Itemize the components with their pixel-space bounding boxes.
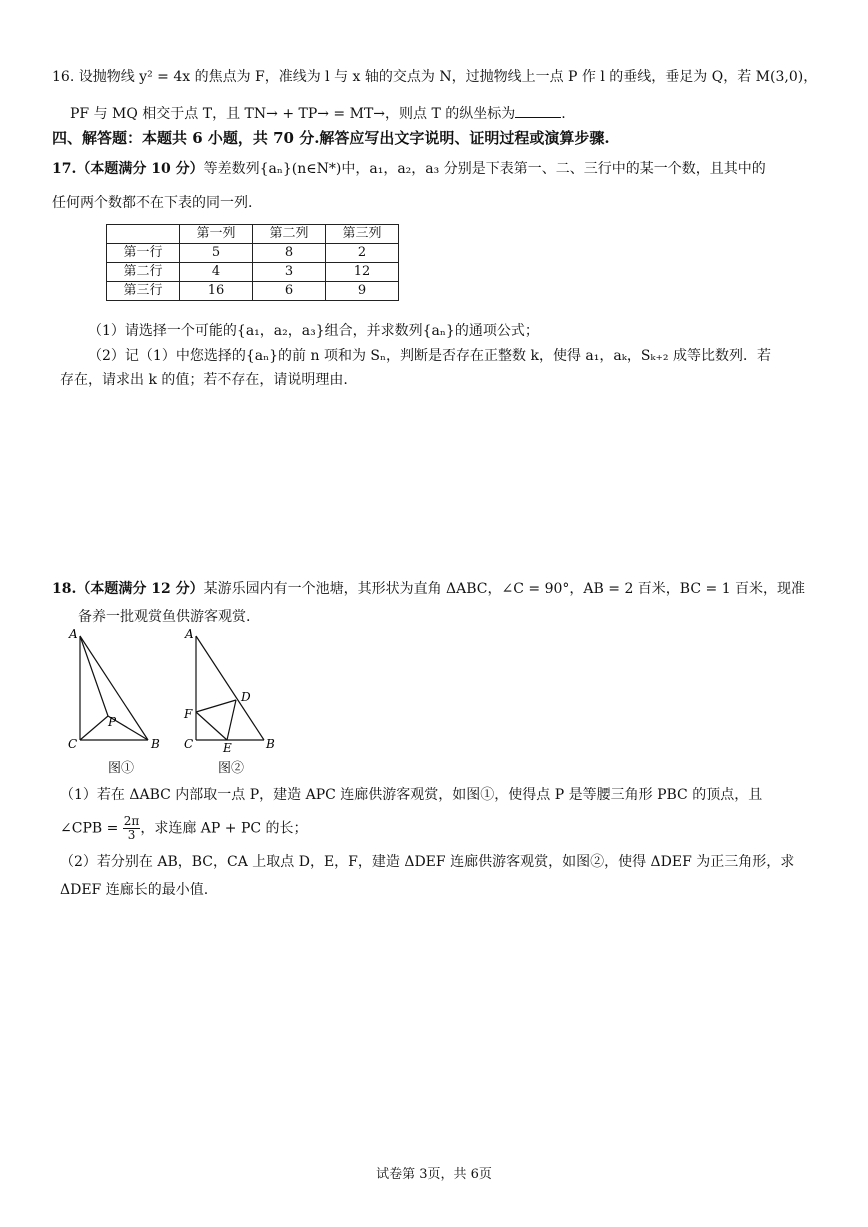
q18-sub1b-pre: ∠CPB =: [60, 820, 119, 837]
fig2-label-b: B: [266, 737, 275, 751]
q18-head: 18.（本题满分 12 分）: [52, 581, 204, 597]
fig1-label-b: B: [151, 737, 160, 751]
q18-line2: 备养一批观赏鱼供游客观赏.: [78, 609, 251, 625]
q18-sub2a: （2）若分别在 AB，BC，CA 上取点 D，E，F，建造 ΔDEF 连廊供游客观赏，如图②，使得 ΔDEF 为正三角形，求: [60, 854, 795, 870]
q17-sub2b: 存在，请求出 k 的值；若不存在，请说明理由.: [60, 372, 348, 388]
figure-1-caption: 图①: [108, 761, 135, 776]
section-heading: 四、解答题：本题共 6 小题，共 70 分.解答应写出文字说明、证明过程或演算步骤.: [52, 129, 610, 147]
figure-2-caption: 图②: [218, 761, 245, 776]
q17-line1: [52, 156, 852, 183]
fig1-label-p: P: [108, 715, 117, 729]
figure-2: [180, 626, 280, 754]
fig1-label-a: A: [69, 627, 78, 641]
q17-sub1: （1）请选择一个可能的{a₁，a₂，a₃}组合，并求数列{aₙ}的通项公式；: [88, 323, 539, 339]
table-row: [107, 282, 399, 301]
table-row: [107, 244, 399, 263]
q17-sub2a: （2）记（1）中您选择的{aₙ}的前 n 项和为 Sₙ，判断是否存在正整数 k，使得 a₁，aₖ，Sₖ₊₂ 成等比数列．若: [88, 348, 771, 364]
table-cell: [107, 225, 180, 244]
q17-text: 等差数列{aₙ}(n∈N*)中，a₁，a₂，a₃ 分别是下表第一、二、三行中的某一个数，且其中的: [203, 161, 766, 177]
fraction-denominator: 3: [127, 828, 136, 843]
fig1-label-c: C: [68, 737, 78, 751]
answer-blank: [515, 105, 561, 118]
table-cell: 第三列: [326, 225, 399, 244]
table-cell: 16: [180, 282, 253, 301]
q18-sub1b-post: ，求连廊 AP + PC 的长；: [140, 820, 308, 837]
q17-head: 17.（本题满分 10 分）: [52, 161, 204, 177]
table-cell: 6: [253, 282, 326, 301]
table-cell: 12: [326, 263, 399, 282]
q18-line1: [52, 576, 852, 603]
page-footer: 试卷第 3页，共 6页: [376, 1167, 492, 1182]
q18-sub1b: [60, 815, 840, 842]
table-cell: 3: [253, 263, 326, 282]
fraction-2pi-over-3: [123, 815, 141, 842]
fig1-edge-ap: [80, 636, 108, 716]
fig1-edge-pc: [80, 716, 108, 740]
fig2-label-e: E: [223, 741, 232, 754]
q18-text: 某游乐园内有一个池塘，其形状为直角 ΔABC，∠C = 90°，AB = 2 百米，BC = 1 百米，现准: [203, 581, 806, 597]
table-cell: 第三行: [107, 282, 180, 301]
fig2-label-f: F: [184, 707, 193, 721]
q16-line2-pre: PF 与 MQ 相交于点 T，且: [70, 106, 245, 122]
q16-end: .: [561, 106, 566, 122]
table-header-row: [107, 225, 399, 244]
fig2-edge-fd: [196, 700, 236, 712]
table-cell: 8: [253, 244, 326, 263]
fig2-label-c: C: [184, 737, 194, 751]
q16-line1: 16. 设抛物线 y² = 4x 的焦点为 F，准线为 l 与 x 轴的交点为 N，过抛物线上一点 P 作 l 的垂线，垂足为 Q，若 M(3,0)，: [52, 69, 818, 85]
table-row: [107, 263, 399, 282]
table-cell: 2: [326, 244, 399, 263]
figure-1: [66, 626, 166, 754]
fig2-edge-de: [227, 700, 236, 740]
q17-line2: 任何两个数都不在下表的同一列.: [52, 195, 253, 211]
q18-sub1a: （1）若在 ΔABC 内部取一点 P，建造 APC 连廊供游客观赏，如图①，使得点 P 是等腰三角形 PBC 的顶点，且: [60, 787, 763, 803]
fig2-edge-ef: [196, 712, 227, 740]
table-cell: 第一行: [107, 244, 180, 263]
q17-table: [106, 224, 399, 301]
table-cell: 4: [180, 263, 253, 282]
q18-sub2b: ΔDEF 连廊长的最小值.: [60, 882, 209, 898]
fraction-numerator: 2π: [123, 814, 140, 828]
table-cell: 第二列: [253, 225, 326, 244]
table-cell: 第一列: [180, 225, 253, 244]
table-cell: 9: [326, 282, 399, 301]
fig2-label-d: D: [241, 690, 251, 704]
table-cell: 第二行: [107, 263, 180, 282]
q16-line2-post: ，则点 T 的纵坐标为: [385, 106, 516, 122]
fig2-label-a: A: [185, 627, 194, 641]
q16-vector-equation: TN→ + TP→ = MT→: [244, 106, 386, 122]
table-cell: 5: [180, 244, 253, 263]
